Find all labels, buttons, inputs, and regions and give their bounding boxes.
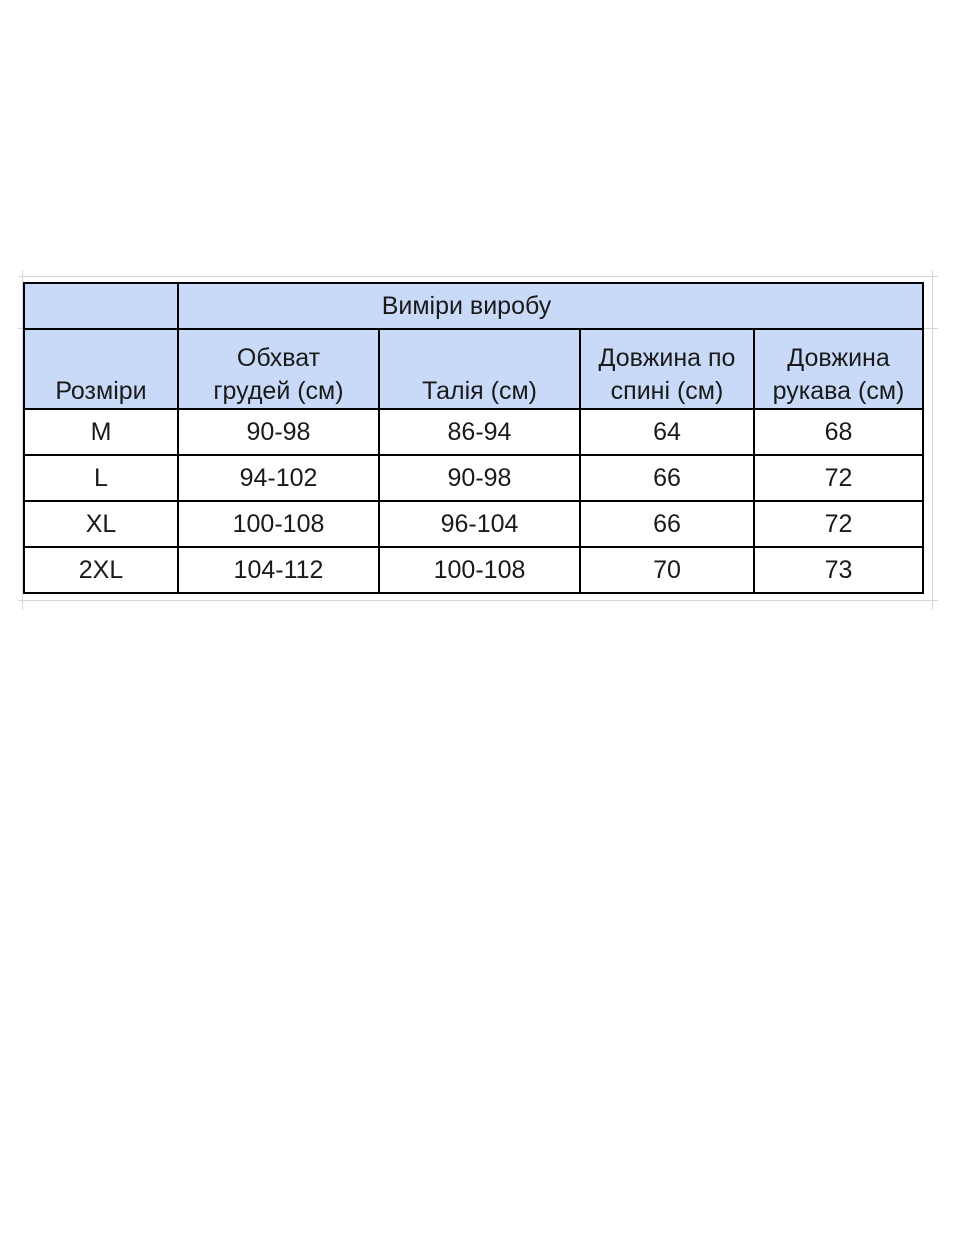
- waist-cell: 86-94: [379, 409, 580, 455]
- gridline: [18, 600, 938, 601]
- back-length-cell: 64: [580, 409, 754, 455]
- sleeve-length-cell: 72: [754, 501, 923, 547]
- gridline: [18, 276, 938, 277]
- gridline: [932, 270, 933, 610]
- column-header-sleeve-length: Довжина рукава (см): [754, 329, 923, 409]
- table-row: [24, 409, 923, 455]
- spreadsheet-area: [18, 270, 938, 610]
- waist-cell: 100-108: [379, 547, 580, 593]
- chest-cell: 104-112: [178, 547, 379, 593]
- group-header-row: [24, 283, 923, 329]
- sleeve-length-cell: 72: [754, 455, 923, 501]
- header-empty-cell: [24, 283, 178, 329]
- sleeve-length-cell: 73: [754, 547, 923, 593]
- size-chart-table: [23, 282, 924, 594]
- column-header-waist: Талія (см): [379, 329, 580, 409]
- sleeve-length-cell: 68: [754, 409, 923, 455]
- waist-cell: 90-98: [379, 455, 580, 501]
- column-header-back-length: Довжина по спині (см): [580, 329, 754, 409]
- column-header-row: [24, 329, 923, 409]
- table-row: [24, 455, 923, 501]
- size-cell: XL: [24, 501, 178, 547]
- column-header-chest: Обхват грудей (см): [178, 329, 379, 409]
- back-length-cell: 66: [580, 501, 754, 547]
- group-header-cell: [178, 283, 754, 329]
- size-cell: L: [24, 455, 178, 501]
- size-cell: 2XL: [24, 547, 178, 593]
- group-header-label: Виміри виробу: [381, 291, 552, 320]
- table-row: [24, 547, 923, 593]
- table-row: [24, 501, 923, 547]
- header-empty-cell: [754, 283, 923, 329]
- waist-cell: 96-104: [379, 501, 580, 547]
- chest-cell: 90-98: [178, 409, 379, 455]
- back-length-cell: 66: [580, 455, 754, 501]
- chest-cell: 100-108: [178, 501, 379, 547]
- chest-cell: 94-102: [178, 455, 379, 501]
- column-header-sizes: Розміри: [24, 329, 178, 409]
- back-length-cell: 70: [580, 547, 754, 593]
- size-cell: M: [24, 409, 178, 455]
